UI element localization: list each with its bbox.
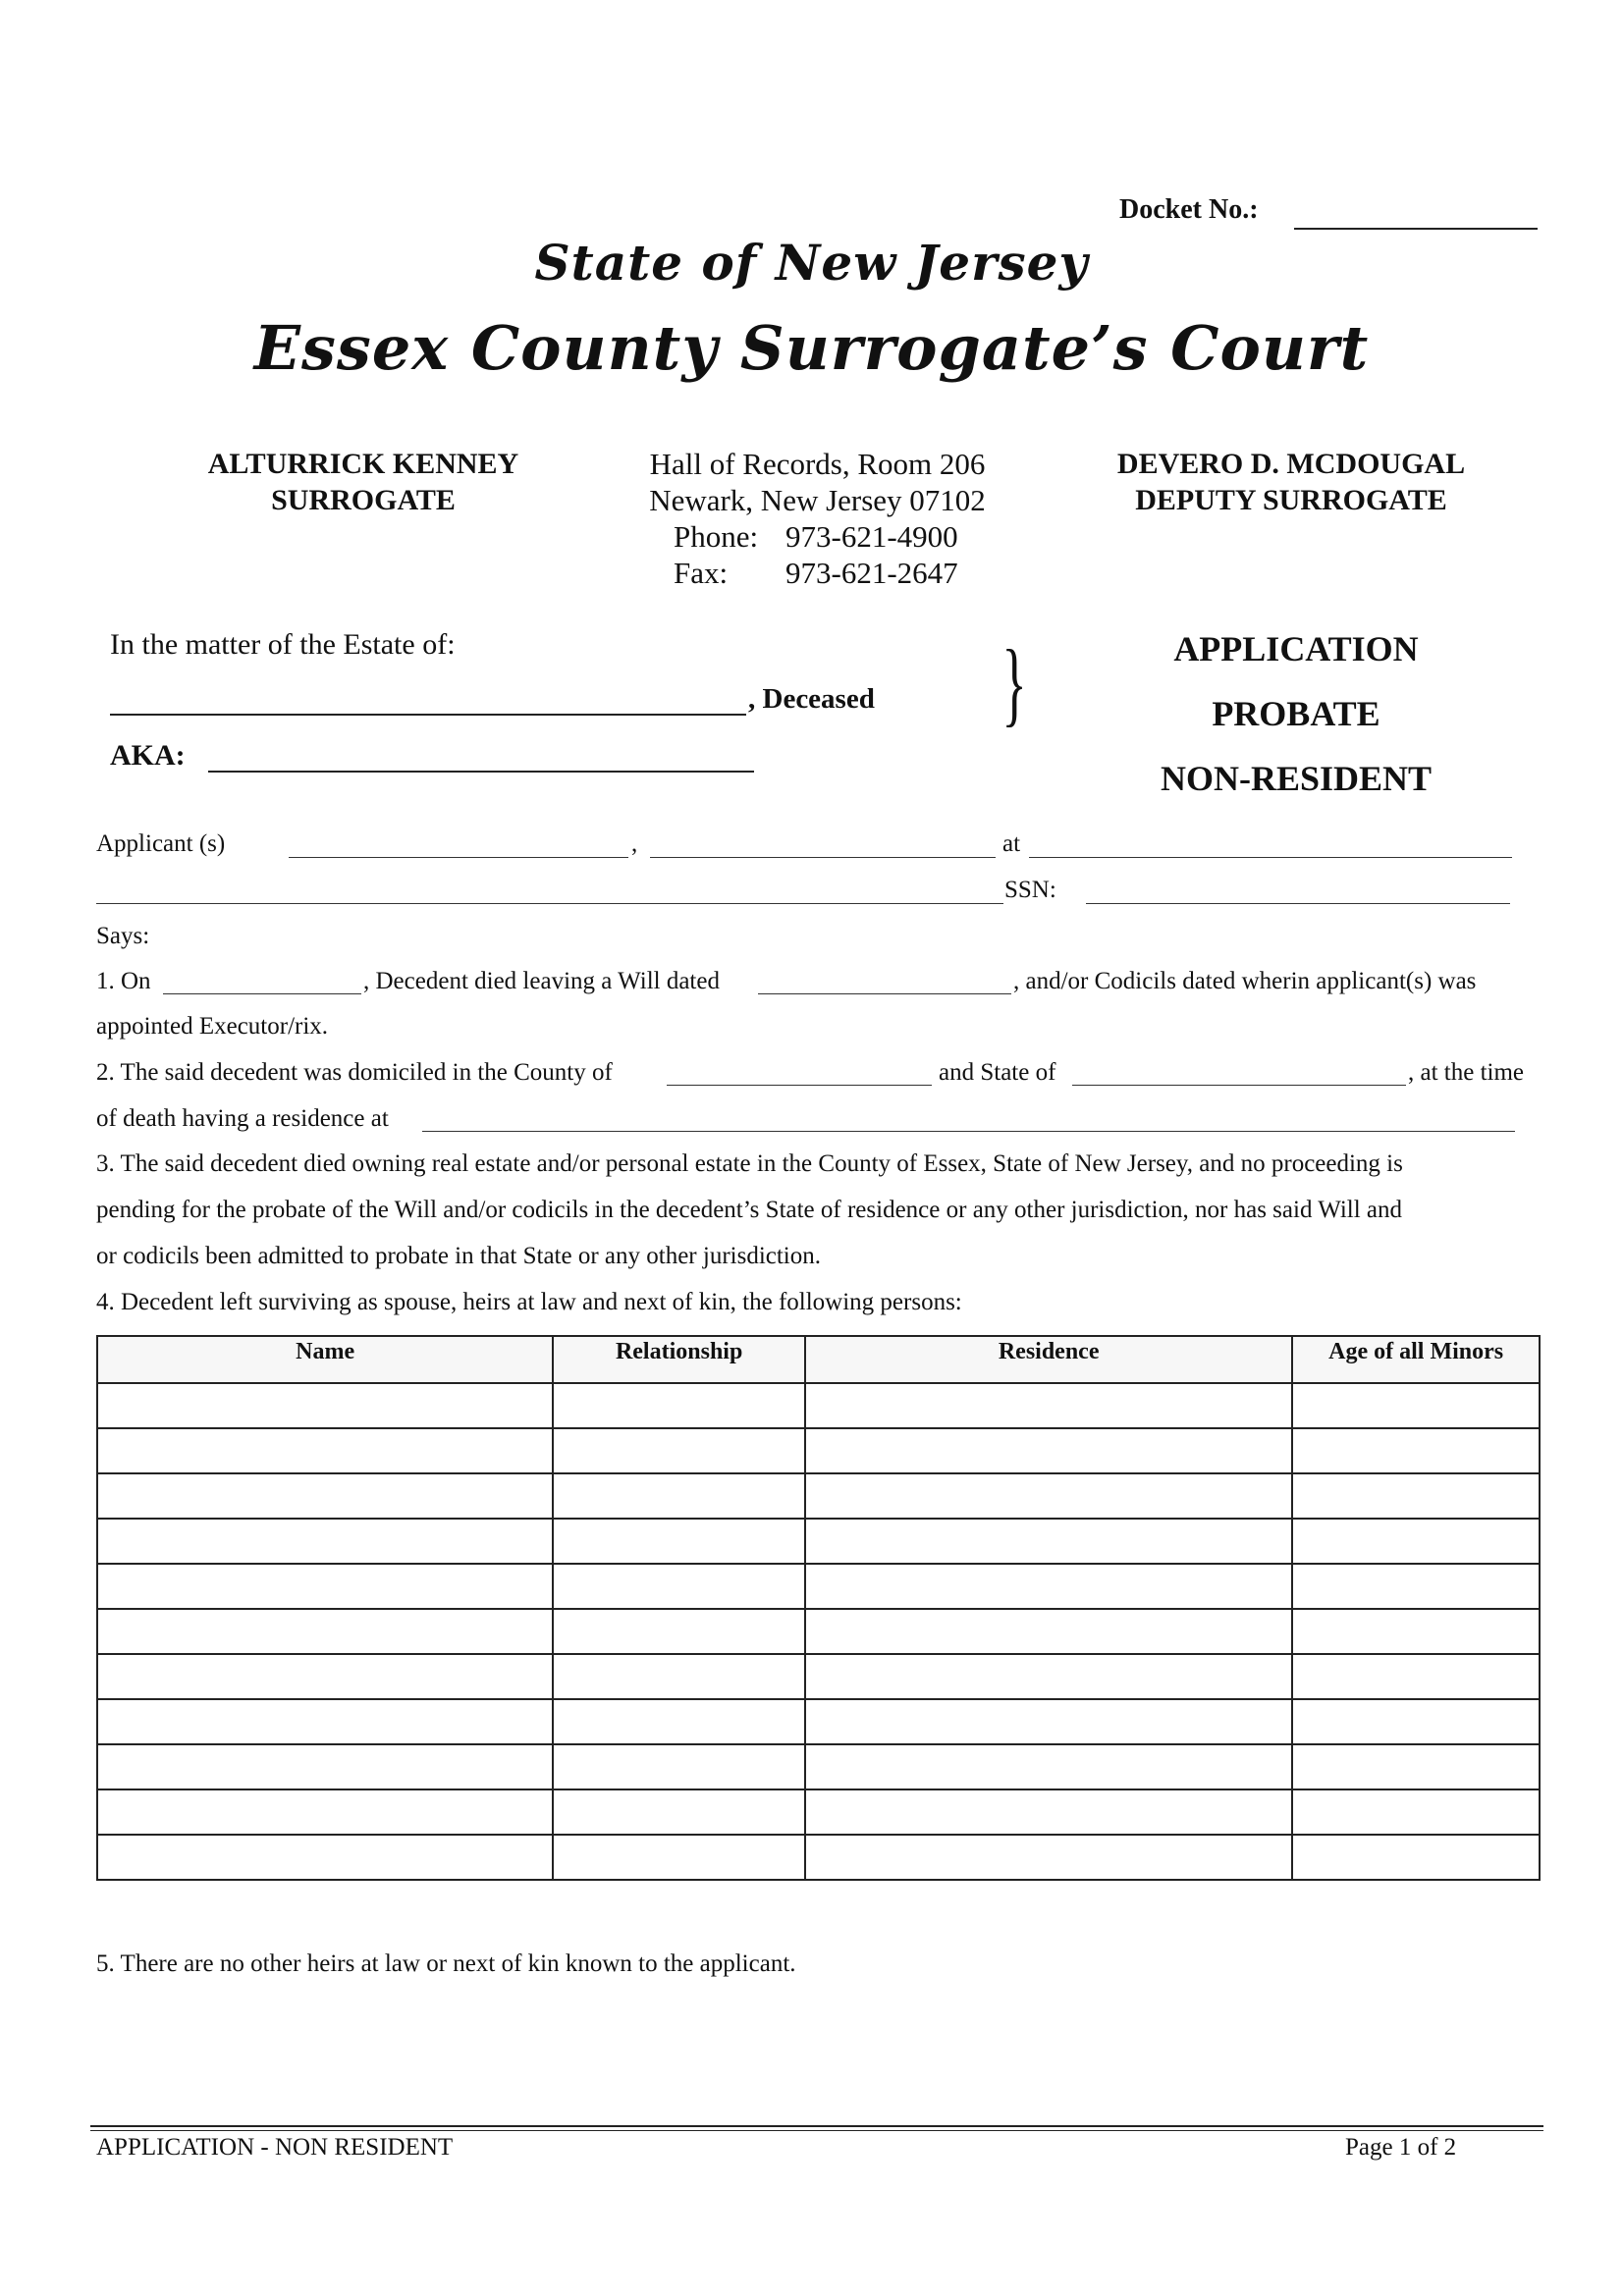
name-cell[interactable]: [97, 1383, 553, 1428]
page-title-state: State of New Jersey: [534, 234, 1089, 292]
table-row: [97, 1835, 1540, 1880]
table-row: [97, 1428, 1540, 1473]
table-row: [97, 1519, 1540, 1564]
p5-text: 5. There are no other heirs at law or next of kin known to the applicant.: [96, 1950, 796, 1977]
residence-at-death-field[interactable]: [422, 1131, 1515, 1132]
p2-suffix: , at the time: [1408, 1059, 1525, 1086]
relationship-cell[interactable]: [553, 1383, 805, 1428]
decedent-name-field[interactable]: [110, 714, 746, 716]
deceased-label: , Deceased: [748, 683, 875, 715]
relationship-cell[interactable]: [553, 1609, 805, 1654]
residence-cell[interactable]: [805, 1654, 1292, 1699]
residence-cell[interactable]: [805, 1428, 1292, 1473]
relationship-cell[interactable]: [553, 1835, 805, 1880]
p1-middle: , Decedent died leaving a Will dated: [363, 968, 720, 994]
relationship-cell[interactable]: [553, 1428, 805, 1473]
surrogate-name: ALTURRICK KENNEY: [207, 448, 519, 480]
fax-number: 973-621-2647: [785, 556, 958, 590]
column-header-residence: Residence: [805, 1336, 1292, 1383]
docket-label: Docket No.:: [1119, 194, 1259, 225]
name-cell[interactable]: [97, 1564, 553, 1609]
age-cell[interactable]: [1292, 1835, 1540, 1880]
table-row: [97, 1654, 1540, 1699]
age-cell[interactable]: [1292, 1473, 1540, 1519]
p4-text: 4. Decedent left surviving as spouse, heirs at law and next of kin, the following persons:: [96, 1289, 962, 1315]
relationship-cell[interactable]: [553, 1789, 805, 1835]
relationship-cell[interactable]: [553, 1519, 805, 1564]
footer-document-title: APPLICATION - NON RESIDENT: [96, 2134, 454, 2161]
applicant-address-field-2[interactable]: [96, 903, 1003, 904]
column-header-relationship: Relationship: [553, 1336, 805, 1383]
table-row: [97, 1564, 1540, 1609]
domicile-county-field[interactable]: [667, 1085, 932, 1086]
column-header-name: Name: [97, 1336, 553, 1383]
residence-cell[interactable]: [805, 1609, 1292, 1654]
residence-cell[interactable]: [805, 1564, 1292, 1609]
relationship-cell[interactable]: [553, 1564, 805, 1609]
age-cell[interactable]: [1292, 1654, 1540, 1699]
residence-cell[interactable]: [805, 1789, 1292, 1835]
applicant-label: Applicant (s): [96, 830, 226, 857]
table-row: [97, 1744, 1540, 1789]
says-label: Says:: [96, 923, 150, 949]
estate-matter-label: In the matter of the Estate of:: [110, 628, 456, 661]
deputy-surrogate-role: DEPUTY SURROGATE: [1135, 484, 1447, 516]
name-cell[interactable]: [97, 1835, 553, 1880]
applicant-name-field-1[interactable]: [289, 857, 628, 858]
table-row: [97, 1789, 1540, 1835]
table-row: [97, 1473, 1540, 1519]
p2-middle: and State of: [939, 1059, 1056, 1086]
p1-suffix: , and/or Codicils dated wherin applicant(s) was: [1013, 968, 1477, 994]
p2-line2: of death having a residence at: [96, 1105, 389, 1132]
p3-line2: pending for the probate of the Will and/or codicils in the decedent’s State of residence or any other jurisdiction, nor has said Will and: [96, 1197, 1403, 1223]
p3-line3: or codicils been admitted to probate in that State or any other jurisdiction.: [96, 1243, 822, 1269]
application-title-line1: APPLICATION: [1173, 629, 1419, 668]
name-cell[interactable]: [97, 1654, 553, 1699]
age-cell[interactable]: [1292, 1609, 1540, 1654]
fax-label: Fax:: [674, 556, 729, 590]
age-cell[interactable]: [1292, 1699, 1540, 1744]
docket-number-field[interactable]: [1294, 228, 1538, 230]
surrogate-role: SURROGATE: [271, 484, 456, 516]
application-title-line3: NON-RESIDENT: [1160, 759, 1433, 798]
domicile-state-field[interactable]: [1072, 1085, 1406, 1086]
table-row: [97, 1699, 1540, 1744]
phone-number: 973-621-4900: [785, 519, 958, 554]
heirs-table: [96, 1335, 1541, 1881]
name-cell[interactable]: [97, 1473, 553, 1519]
age-cell[interactable]: [1292, 1519, 1540, 1564]
residence-cell[interactable]: [805, 1744, 1292, 1789]
residence-cell[interactable]: [805, 1383, 1292, 1428]
p1-prefix: 1. On: [96, 968, 151, 994]
age-cell[interactable]: [1292, 1744, 1540, 1789]
residence-cell[interactable]: [805, 1835, 1292, 1880]
p3-line1: 3. The said decedent died owning real estate and/or personal estate in the County of Essex, State of New Jersey, and no proceeding is: [96, 1150, 1403, 1177]
residence-cell[interactable]: [805, 1699, 1292, 1744]
ssn-field[interactable]: [1086, 903, 1510, 904]
age-cell[interactable]: [1292, 1564, 1540, 1609]
will-date-field[interactable]: [758, 993, 1011, 994]
age-cell[interactable]: [1292, 1789, 1540, 1835]
age-cell[interactable]: [1292, 1428, 1540, 1473]
name-cell[interactable]: [97, 1609, 553, 1654]
table-row: [97, 1609, 1540, 1654]
address-line1: Hall of Records, Room 206: [649, 447, 986, 481]
relationship-cell[interactable]: [553, 1473, 805, 1519]
address-line2: Newark, New Jersey 07102: [649, 483, 986, 517]
applicant-comma: ,: [631, 830, 638, 857]
applicant-name-field-2[interactable]: [650, 857, 996, 858]
residence-cell[interactable]: [805, 1473, 1292, 1519]
name-cell[interactable]: [97, 1789, 553, 1835]
age-cell[interactable]: [1292, 1383, 1540, 1428]
application-title-line2: PROBATE: [1212, 694, 1380, 733]
p1-line2: appointed Executor/rix.: [96, 1013, 329, 1040]
aka-label: AKA:: [110, 739, 186, 772]
deputy-surrogate-name: DEVERO D. MCDOUGAL: [1116, 448, 1466, 480]
name-cell[interactable]: [97, 1428, 553, 1473]
residence-cell[interactable]: [805, 1519, 1292, 1564]
name-cell[interactable]: [97, 1744, 553, 1789]
footer-page-number: Page 1 of 2: [1345, 2134, 1457, 2161]
brace-icon: }: [1001, 630, 1027, 735]
footer-rule-top: [90, 2125, 1543, 2127]
ssn-label: SSN:: [1004, 877, 1056, 903]
applicant-address-field[interactable]: [1029, 857, 1512, 858]
table-header-row: [97, 1336, 1540, 1383]
footer-rule-bottom: [90, 2130, 1543, 2131]
page-title-court: Essex County Surrogate’s Court: [253, 312, 1370, 384]
relationship-cell[interactable]: [553, 1654, 805, 1699]
applicant-at-label: at: [1002, 830, 1021, 857]
table-row: [97, 1383, 1540, 1428]
aka-field[interactable]: [208, 771, 754, 773]
column-header-age-of-minors: Age of all Minors: [1292, 1336, 1540, 1383]
death-date-field[interactable]: [163, 993, 361, 994]
relationship-cell[interactable]: [553, 1744, 805, 1789]
name-cell[interactable]: [97, 1699, 553, 1744]
p2-prefix: 2. The said decedent was domiciled in the County of: [96, 1059, 613, 1086]
relationship-cell[interactable]: [553, 1699, 805, 1744]
name-cell[interactable]: [97, 1519, 553, 1564]
phone-label: Phone:: [674, 519, 759, 554]
